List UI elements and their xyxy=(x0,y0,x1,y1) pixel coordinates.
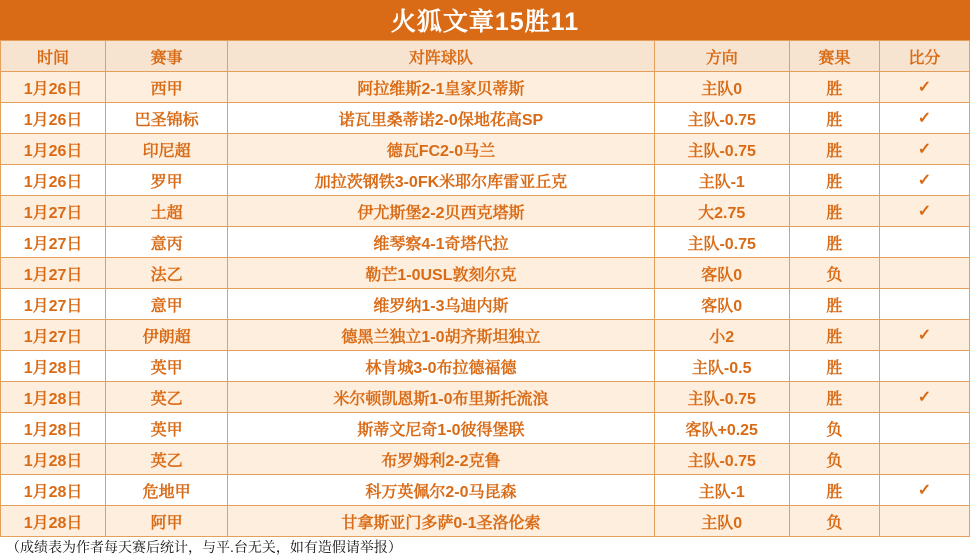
cell-direction: 客队0 xyxy=(654,289,789,320)
cell-league: 罗甲 xyxy=(106,165,228,196)
cell-score xyxy=(879,289,969,320)
cell-direction: 客队0 xyxy=(654,258,789,289)
cell-match: 德瓦FC2-0马兰 xyxy=(228,134,654,165)
cell-score xyxy=(879,506,969,537)
cell-direction: 主队0 xyxy=(654,72,789,103)
cell-time: 1月26日 xyxy=(1,103,106,134)
cell-match: 斯蒂文尼奇1-0彼得堡联 xyxy=(228,413,654,444)
cell-result: 负 xyxy=(789,444,879,475)
table-row xyxy=(1,227,970,258)
cell-score: ✓ xyxy=(879,320,969,351)
column-header-direction: 方向 xyxy=(654,41,789,72)
cell-time: 1月28日 xyxy=(1,382,106,413)
table-row xyxy=(1,258,970,289)
cell-result: 胜 xyxy=(789,72,879,103)
cell-result: 胜 xyxy=(789,165,879,196)
table-header-row xyxy=(1,41,970,72)
table-row xyxy=(1,72,970,103)
cell-direction: 小2 xyxy=(654,320,789,351)
cell-league: 危地甲 xyxy=(106,475,228,506)
table-row xyxy=(1,320,970,351)
cell-score xyxy=(879,444,969,475)
cell-match: 米尔顿凯恩斯1-0布里斯托流浪 xyxy=(228,382,654,413)
cell-direction: 大2.75 xyxy=(654,196,789,227)
cell-score: ✓ xyxy=(879,165,969,196)
cell-result: 胜 xyxy=(789,196,879,227)
cell-score xyxy=(879,413,969,444)
table-row xyxy=(1,289,970,320)
cell-match: 阿拉维斯2-1皇家贝蒂斯 xyxy=(228,72,654,103)
table-row xyxy=(1,506,970,537)
cell-match: 维琴察4-1奇塔代拉 xyxy=(228,227,654,258)
table-header xyxy=(1,41,970,72)
cell-league: 印尼超 xyxy=(106,134,228,165)
cell-score: ✓ xyxy=(879,134,969,165)
cell-score xyxy=(879,258,969,289)
cell-time: 1月26日 xyxy=(1,134,106,165)
cell-league: 意丙 xyxy=(106,227,228,258)
cell-time: 1月28日 xyxy=(1,506,106,537)
table-row xyxy=(1,196,970,227)
cell-direction: 主队0 xyxy=(654,506,789,537)
cell-result: 负 xyxy=(789,413,879,444)
column-header-league: 赛事 xyxy=(106,41,228,72)
cell-time: 1月28日 xyxy=(1,413,106,444)
cell-score xyxy=(879,227,969,258)
cell-result: 胜 xyxy=(789,103,879,134)
cell-match: 甘拿斯亚门多萨0-1圣洛伦索 xyxy=(228,506,654,537)
table-row xyxy=(1,444,970,475)
cell-result: 胜 xyxy=(789,227,879,258)
cell-score: ✓ xyxy=(879,103,969,134)
cell-match: 勒芒1-0USL敦刻尔克 xyxy=(228,258,654,289)
cell-result: 胜 xyxy=(789,134,879,165)
cell-direction: 主队-1 xyxy=(654,475,789,506)
cell-league: 英乙 xyxy=(106,382,228,413)
table-row xyxy=(1,413,970,444)
cell-time: 1月28日 xyxy=(1,444,106,475)
cell-time: 1月27日 xyxy=(1,320,106,351)
table-row xyxy=(1,382,970,413)
cell-score xyxy=(879,351,969,382)
cell-match: 布罗姆利2-2克鲁 xyxy=(228,444,654,475)
cell-result: 胜 xyxy=(789,382,879,413)
cell-score: ✓ xyxy=(879,382,969,413)
cell-result: 胜 xyxy=(789,475,879,506)
cell-league: 土超 xyxy=(106,196,228,227)
column-header-time: 时间 xyxy=(1,41,106,72)
table-row xyxy=(1,103,970,134)
cell-league: 英甲 xyxy=(106,351,228,382)
cell-result: 负 xyxy=(789,506,879,537)
page-title: 火狐文章15胜11 xyxy=(0,0,970,40)
table-row xyxy=(1,165,970,196)
cell-match: 林肯城3-0布拉德福德 xyxy=(228,351,654,382)
column-header-match: 对阵球队 xyxy=(228,41,654,72)
cell-time: 1月27日 xyxy=(1,196,106,227)
results-table xyxy=(0,40,970,537)
column-header-score: 比分 xyxy=(879,41,969,72)
cell-result: 负 xyxy=(789,258,879,289)
table-row xyxy=(1,134,970,165)
cell-time: 1月28日 xyxy=(1,475,106,506)
cell-match: 科万英佩尔2-0马昆森 xyxy=(228,475,654,506)
table-row xyxy=(1,351,970,382)
cell-league: 阿甲 xyxy=(106,506,228,537)
cell-score: ✓ xyxy=(879,475,969,506)
cell-time: 1月26日 xyxy=(1,72,106,103)
cell-match: 伊尤斯堡2-2贝西克塔斯 xyxy=(228,196,654,227)
cell-score: ✓ xyxy=(879,196,969,227)
cell-time: 1月26日 xyxy=(1,165,106,196)
cell-direction: 主队-0.75 xyxy=(654,382,789,413)
cell-league: 英乙 xyxy=(106,444,228,475)
cell-result: 胜 xyxy=(789,320,879,351)
cell-direction: 主队-1 xyxy=(654,165,789,196)
table-body xyxy=(1,72,970,537)
cell-match: 加拉茨钢铁3-0FK米耶尔库雷亚丘克 xyxy=(228,165,654,196)
cell-league: 西甲 xyxy=(106,72,228,103)
cell-match: 德黑兰独立1-0胡齐斯坦独立 xyxy=(228,320,654,351)
cell-direction: 主队-0.75 xyxy=(654,444,789,475)
cell-score: ✓ xyxy=(879,72,969,103)
cell-direction: 主队-0.75 xyxy=(654,227,789,258)
cell-time: 1月27日 xyxy=(1,289,106,320)
cell-league: 法乙 xyxy=(106,258,228,289)
cell-direction: 主队-0.75 xyxy=(654,134,789,165)
table-row xyxy=(1,475,970,506)
cell-direction: 主队-0.5 xyxy=(654,351,789,382)
cell-league: 意甲 xyxy=(106,289,228,320)
cell-result: 胜 xyxy=(789,289,879,320)
cell-result: 胜 xyxy=(789,351,879,382)
cell-match: 维罗纳1-3乌迪内斯 xyxy=(228,289,654,320)
cell-time: 1月27日 xyxy=(1,227,106,258)
cell-time: 1月28日 xyxy=(1,351,106,382)
cell-time: 1月27日 xyxy=(1,258,106,289)
cell-league: 巴圣锦标 xyxy=(106,103,228,134)
cell-league: 伊朗超 xyxy=(106,320,228,351)
column-header-result: 赛果 xyxy=(789,41,879,72)
cell-league: 英甲 xyxy=(106,413,228,444)
cell-direction: 客队+0.25 xyxy=(654,413,789,444)
cell-match: 诺瓦里桑蒂诺2-0保地花高SP xyxy=(228,103,654,134)
cell-direction: 主队-0.75 xyxy=(654,103,789,134)
footer-note: （成绩表为作者每天赛后统计，与平.台无关，如有造假请举报） xyxy=(0,537,970,557)
